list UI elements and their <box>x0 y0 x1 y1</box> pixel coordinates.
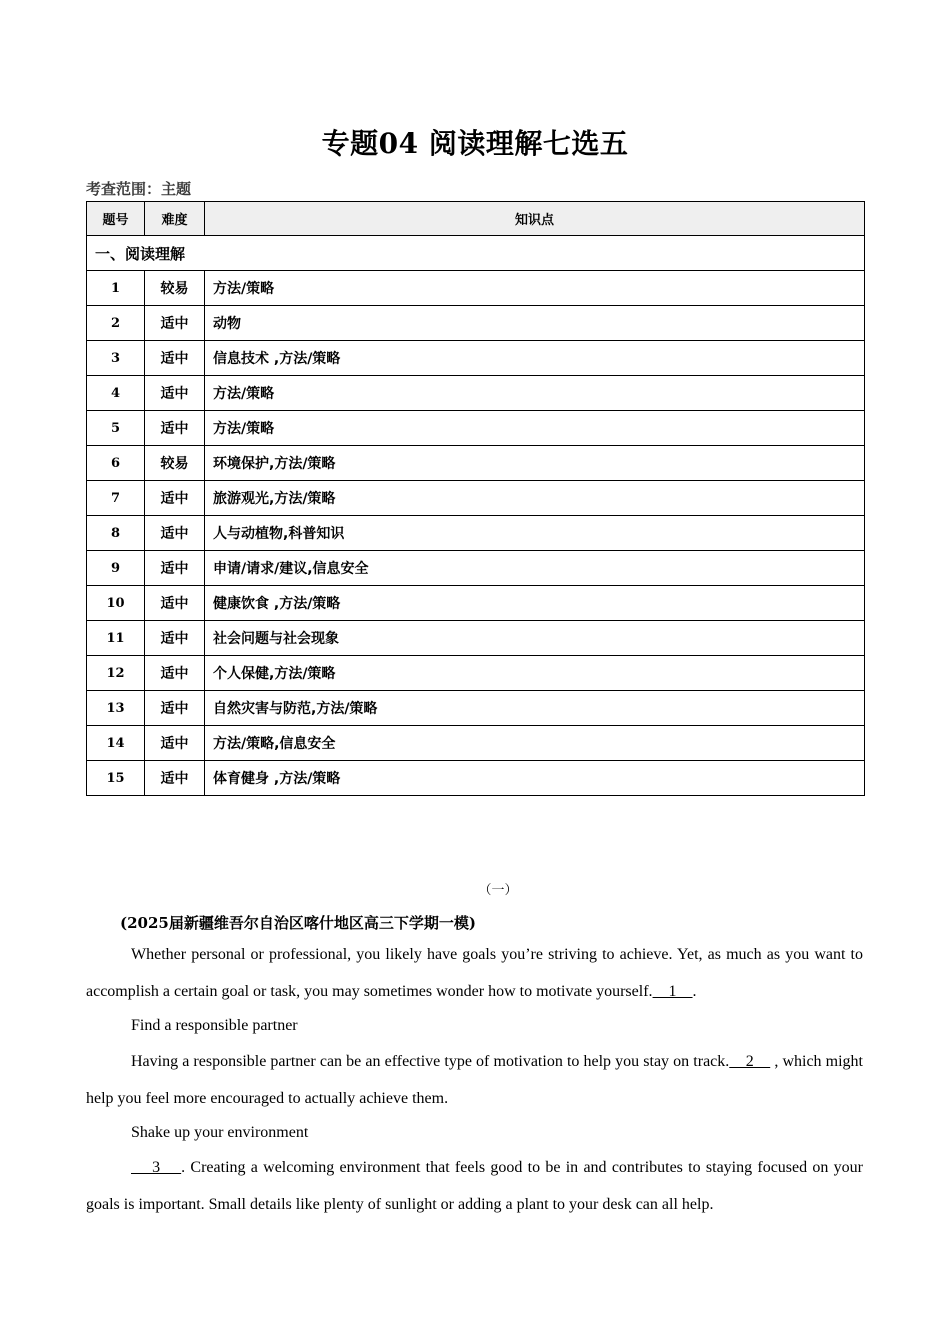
header-knowledge: 知识点 <box>205 202 865 236</box>
row-difficulty: 适中 <box>145 411 205 446</box>
section-row <box>87 236 865 271</box>
row-number: 11 <box>87 621 145 656</box>
row-knowledge: 旅游观光,方法/策略 <box>205 481 865 516</box>
row-number: 12 <box>87 656 145 691</box>
row-knowledge: 方法/策略,信息安全 <box>205 726 865 761</box>
row-knowledge: 健康饮食 ,方法/策略 <box>205 586 865 621</box>
row-knowledge: 信息技术 ,方法/策略 <box>205 341 865 376</box>
passage-source: (2025届新疆维吾尔自治区喀什地区高三下学期一模) <box>120 914 476 932</box>
table-row <box>87 271 865 306</box>
section-title: 一、阅读理解 <box>87 236 865 271</box>
paragraph-3-text: . Creating a welcoming environment that feels good to be in and contributes to staying focused on your goals is important. Small details like plenty of sunlight or adding a plant to your desk can all help. <box>86 1159 864 1213</box>
subheading-responsible-partner: Find a responsible partner <box>131 1017 298 1034</box>
table-header-row <box>87 202 865 236</box>
paragraph-2 <box>86 1043 863 1117</box>
row-knowledge: 方法/策略 <box>205 411 865 446</box>
row-knowledge: 方法/策略 <box>205 271 865 306</box>
row-difficulty: 较易 <box>145 271 205 306</box>
row-difficulty: 适中 <box>145 586 205 621</box>
blank-3: 3 <box>131 1159 182 1176</box>
row-number: 2 <box>87 306 145 341</box>
knowledge-table <box>86 201 865 796</box>
passage-section-mark: （一） <box>478 883 518 898</box>
paragraph-2-end: , which might help you feel more encouraged to actually achieve them. <box>86 1053 864 1107</box>
paragraph-2-text: Having a responsible partner can be an effective type of motivation to help you stay on track. <box>131 1053 730 1070</box>
blank-1: 1 <box>652 983 693 1000</box>
row-number: 10 <box>87 586 145 621</box>
row-knowledge: 体育健身 ,方法/策略 <box>205 761 865 796</box>
table-row <box>87 446 865 481</box>
row-difficulty: 适中 <box>145 691 205 726</box>
row-number: 6 <box>87 446 145 481</box>
row-number: 9 <box>87 551 145 586</box>
subheading-environment: Shake up your environment <box>131 1124 309 1141</box>
row-knowledge: 申请/请求/建议,信息安全 <box>205 551 865 586</box>
table-row <box>87 656 865 691</box>
row-difficulty: 适中 <box>145 376 205 411</box>
row-difficulty: 适中 <box>145 621 205 656</box>
row-knowledge: 动物 <box>205 306 865 341</box>
table-row <box>87 761 865 796</box>
row-difficulty: 较易 <box>145 446 205 481</box>
paragraph-3 <box>86 1149 863 1223</box>
table-row <box>87 516 865 551</box>
table-row <box>87 691 865 726</box>
row-number: 5 <box>87 411 145 446</box>
table-row <box>87 481 865 516</box>
row-difficulty: 适中 <box>145 481 205 516</box>
table-row <box>87 586 865 621</box>
row-number: 15 <box>87 761 145 796</box>
blank-2: 2 <box>729 1053 771 1070</box>
table-row <box>87 376 865 411</box>
row-difficulty: 适中 <box>145 726 205 761</box>
header-difficulty: 难度 <box>145 202 205 236</box>
table-row <box>87 411 865 446</box>
table-row <box>87 726 865 761</box>
scope-label: 考查范围：主题 <box>86 180 192 198</box>
row-knowledge: 环境保护,方法/策略 <box>205 446 865 481</box>
table-row <box>87 551 865 586</box>
row-knowledge: 个人保健,方法/策略 <box>205 656 865 691</box>
table-row <box>87 621 865 656</box>
row-knowledge: 人与动植物,科普知识 <box>205 516 865 551</box>
row-number: 1 <box>87 271 145 306</box>
row-knowledge: 社会问题与社会现象 <box>205 621 865 656</box>
row-number: 8 <box>87 516 145 551</box>
paragraph-1-end: . <box>692 983 697 1000</box>
row-difficulty: 适中 <box>145 656 205 691</box>
row-number: 7 <box>87 481 145 516</box>
row-difficulty: 适中 <box>145 516 205 551</box>
row-difficulty: 适中 <box>145 341 205 376</box>
paragraph-1 <box>86 936 863 1010</box>
row-number: 14 <box>87 726 145 761</box>
row-number: 13 <box>87 691 145 726</box>
row-difficulty: 适中 <box>145 551 205 586</box>
row-difficulty: 适中 <box>145 761 205 796</box>
header-number: 题号 <box>87 202 145 236</box>
row-knowledge: 方法/策略 <box>205 376 865 411</box>
row-number: 4 <box>87 376 145 411</box>
row-knowledge: 自然灾害与防范,方法/策略 <box>205 691 865 726</box>
row-difficulty: 适中 <box>145 306 205 341</box>
paragraph-1-text: Whether personal or professional, you likely have goals you’re striving to achieve. Yet, as much as you want to accomplish a certain goal or task, you may sometimes wonder how to motivate yourself. <box>86 946 863 1000</box>
table-row <box>87 341 865 376</box>
row-number: 3 <box>87 341 145 376</box>
page-title: 专题04 阅读理解七选五 <box>321 127 629 160</box>
table-row <box>87 306 865 341</box>
